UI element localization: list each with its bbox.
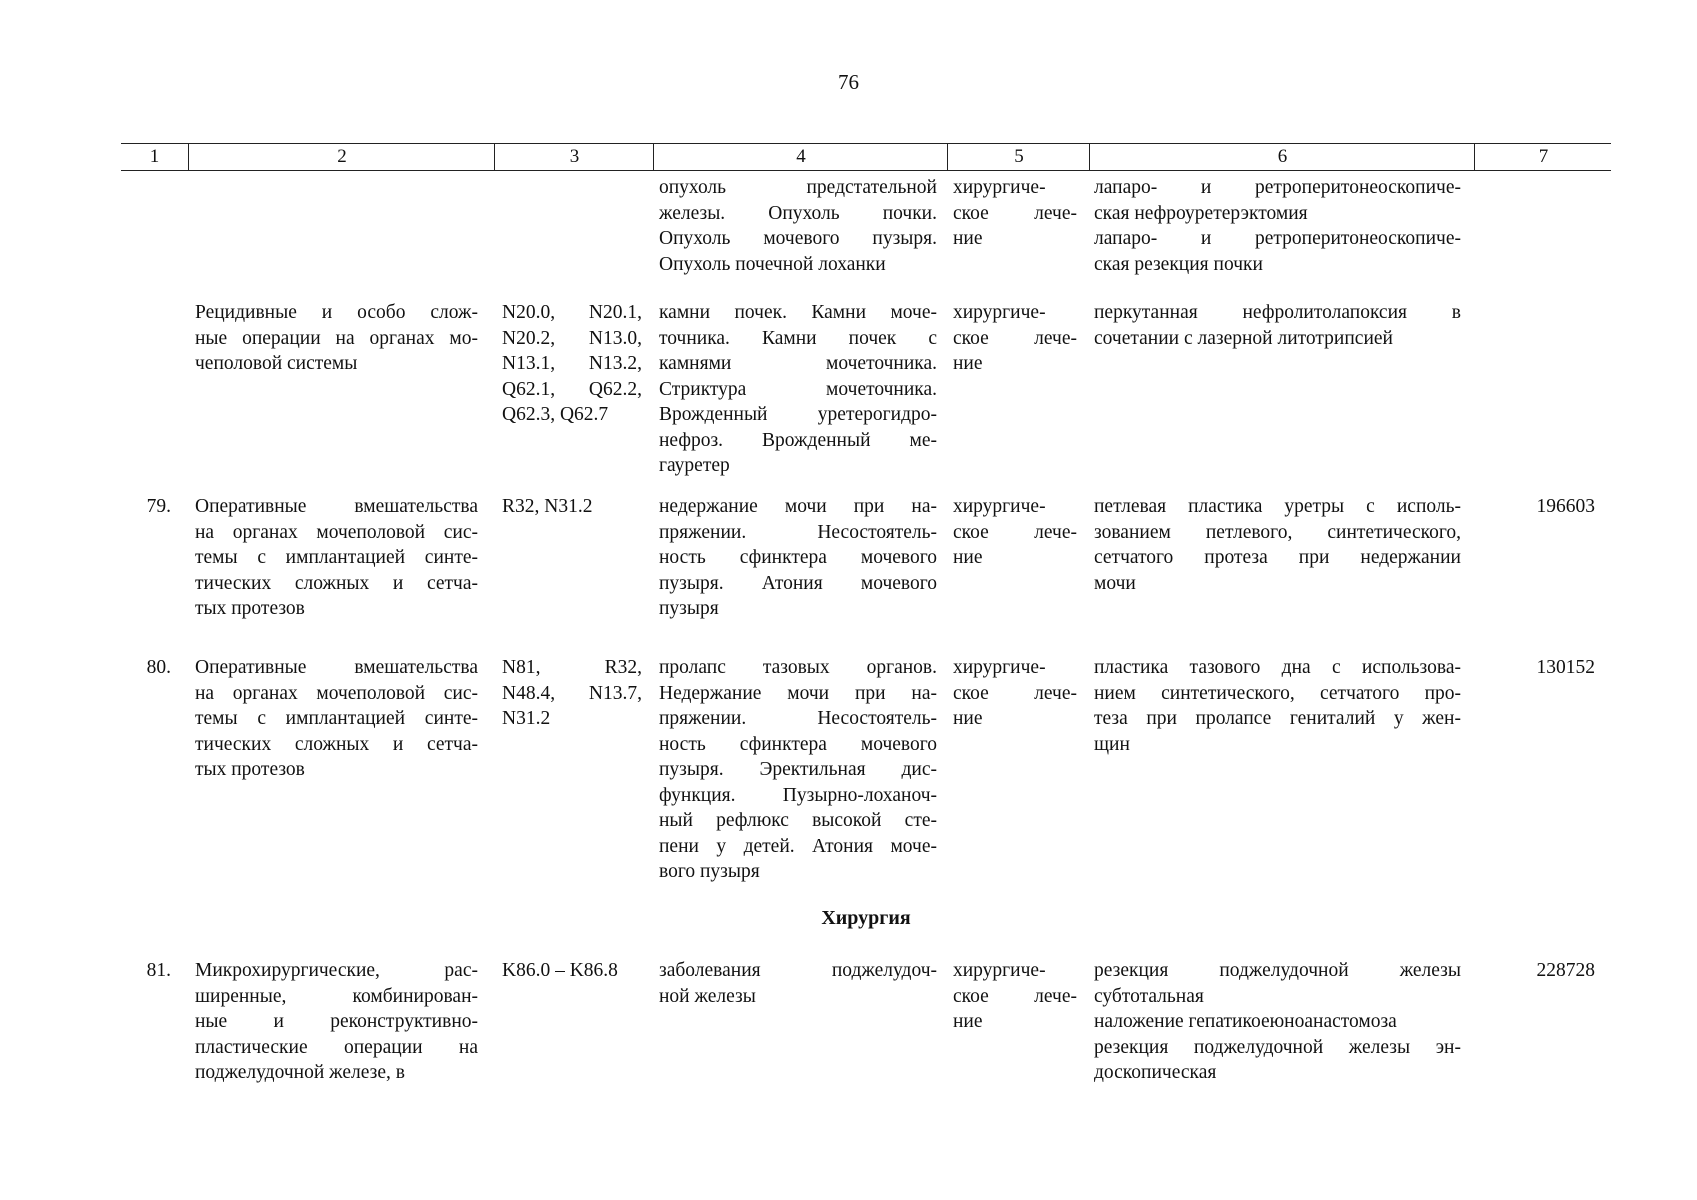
cell-line: заболевания поджелудоч- (659, 960, 937, 981)
table-header (121, 143, 1611, 171)
cell-line: пряжении. Несостоятель- (659, 708, 937, 729)
cell-treatment-method (1094, 300, 1461, 351)
cell-line: ние (953, 547, 983, 568)
cell-line: на органах мочеполовой сис- (195, 521, 478, 543)
cell-line: N31.2 (502, 708, 551, 729)
cell-line: хирургиче- (953, 657, 1046, 678)
cell-line: Оперативные вмешательства (195, 657, 478, 678)
cell-line: N20.2, N13.0, (502, 327, 642, 349)
cell-line: K86.0 – K86.8 (502, 960, 618, 981)
cell-icd-codes (502, 494, 642, 520)
cell-treatment-type (953, 958, 1077, 1035)
cell-line: хирургиче- (953, 177, 1046, 198)
cell-line: пролапс тазовых органов. (659, 657, 937, 678)
cell-line: N81, R32, (502, 657, 642, 678)
cell-number: 80. (146, 657, 171, 678)
cell-icd-codes (502, 958, 642, 984)
cell-cost: 196603 (1536, 496, 1595, 517)
cell-line: функция. Пузырно-лоханоч- (659, 784, 937, 806)
cell-number: 81. (146, 960, 171, 981)
cell-line: нием синтетического, сетчатого про- (1094, 682, 1461, 704)
data-table (121, 143, 1611, 1083)
cell-disease-model (659, 655, 937, 885)
header-col-2: 2 (188, 144, 495, 170)
cell-line: хирургиче- (953, 302, 1046, 323)
cell-line: ние (953, 708, 983, 729)
cell-line: Недержание мочи при на- (659, 682, 937, 704)
cell-line: Опухоль мочевого пузыря. (659, 228, 937, 249)
cell-line: ское лече- (953, 202, 1077, 224)
cell-line: поджелудочной железе, в (195, 1062, 405, 1083)
cell-treatment-method (1094, 175, 1461, 277)
cell-line: ние (953, 353, 983, 374)
cell-line: ское лече- (953, 985, 1077, 1007)
cell-line: пряжении. Несостоятель- (659, 521, 937, 543)
cell-procedure-group (195, 655, 478, 783)
cell-line: пузыря. Эректильная дис- (659, 759, 937, 780)
cell-line: Q62.3, Q62.7 (502, 404, 609, 425)
cell-line: сочетании с лазерной литотрипсией (1094, 327, 1393, 349)
cell-line: ское лече- (953, 521, 1077, 543)
cell-treatment-type (953, 300, 1077, 377)
cell-line: сетчатого протеза при недержании (1094, 547, 1461, 568)
section-title: Хирургия (821, 907, 911, 929)
cell-line: пластические операции на (195, 1036, 478, 1058)
cell-line: R32, N31.2 (502, 496, 593, 517)
cell-line: железы. Опухоль почки. (659, 202, 937, 224)
cell-line: пузыря (659, 598, 719, 619)
cell-line: пузыря. Атония мочевого (659, 572, 937, 594)
cell-line: резекция поджелудочной железы эн- (1094, 1036, 1461, 1058)
cell-treatment-type (953, 494, 1077, 571)
cell-line: тических сложных и сетча- (195, 572, 478, 594)
cell-line: темы с имплантацией синте- (195, 708, 478, 729)
cell-line: наложение гепатикоеюноанастомоза (1094, 1011, 1397, 1032)
cell-icd-codes (502, 655, 642, 732)
cell-line: ское лече- (953, 682, 1077, 704)
cell-line: доскопическая (1094, 1062, 1217, 1083)
cell-treatment-method (1094, 494, 1461, 596)
cell-line: петлевая пластика уретры с исполь- (1094, 496, 1461, 517)
cell-line: Оперативные вмешательства (195, 496, 478, 517)
cell-treatment-method (1094, 958, 1461, 1086)
cell-line: на органах мочеполовой сис- (195, 682, 478, 704)
cell-line: Микрохирургические, рас- (195, 960, 478, 981)
cell-cost: 130152 (1536, 657, 1595, 678)
cell-line: зованием петлевого, синтетического, (1094, 521, 1461, 543)
cell-procedure-group (195, 958, 478, 1086)
cell-line: пластика тазового дна с использова- (1094, 657, 1461, 678)
header-col-4: 4 (653, 144, 948, 170)
cell-line: Q62.1, Q62.2, (502, 378, 642, 400)
cell-line: ская резекция почки (1094, 253, 1263, 275)
cell-line: Стриктура мочеточника. (659, 378, 937, 400)
cell-line: щин (1094, 733, 1130, 755)
cell-line: Опухоль почечной лоханки (659, 253, 886, 275)
cell-line: тых протезов (195, 598, 305, 619)
cell-line: темы с имплантацией синте- (195, 547, 478, 568)
cell-procedure-group (195, 300, 478, 377)
cell-line: Рецидивные и особо слож- (195, 302, 478, 323)
header-col-1: 1 (149, 146, 160, 167)
cell-disease-model (659, 494, 937, 622)
cell-line: камнями мочеточника. (659, 353, 937, 374)
cell-line: резекция поджелудочной железы (1094, 960, 1461, 981)
cell-line: лапаро- и ретроперитонеоскопиче- (1094, 228, 1461, 249)
cell-line: ское лече- (953, 327, 1077, 349)
cell-disease-model (659, 175, 937, 277)
cell-line: хирургиче- (953, 960, 1046, 981)
cell-treatment-method (1094, 655, 1461, 757)
cell-line: ние (953, 228, 983, 249)
cell-line: ность сфинктера мочевого (659, 733, 937, 755)
cell-procedure-group (195, 494, 478, 622)
cell-line: нефроз. Врожденный ме- (659, 429, 937, 451)
cell-treatment-type (953, 175, 1077, 252)
cell-treatment-type (953, 655, 1077, 732)
cell-number: 79. (146, 496, 171, 517)
cell-line: камни почек. Камни моче- (659, 302, 937, 323)
cell-line: тых протезов (195, 759, 305, 780)
cell-line: опухоль предстательной (659, 177, 937, 198)
header-col-5: 5 (947, 144, 1090, 170)
cell-line: ные и реконструктивно- (195, 1011, 478, 1032)
header-col-7: 7 (1474, 144, 1612, 170)
cell-line: ной железы (659, 985, 756, 1007)
cell-line: ние (953, 1011, 983, 1032)
cell-line: Врожденный уретерогидро- (659, 404, 937, 425)
cell-line: хирургиче- (953, 496, 1046, 517)
cell-line: лапаро- и ретроперитонеоскопиче- (1094, 177, 1461, 198)
cell-line: N20.0, N20.1, (502, 302, 642, 323)
cell-line: N13.1, N13.2, (502, 353, 642, 374)
cell-line: гауретер (659, 455, 730, 476)
cell-line: вого пузыря (659, 861, 760, 882)
cell-icd-codes (502, 300, 642, 428)
cell-line: ные операции на органах мо- (195, 327, 478, 349)
cell-line: точника. Камни почек с (659, 327, 937, 349)
cell-line: перкутанная нефролитолапоксия в (1094, 302, 1461, 323)
cell-line: пени у детей. Атония моче- (659, 835, 937, 857)
cell-line: ный рефлюкс высокой сте- (659, 810, 937, 831)
cell-line: ширенные, комбинирован- (195, 985, 478, 1007)
cell-line: N48.4, N13.7, (502, 682, 642, 704)
cell-line: субтотальная (1094, 985, 1204, 1007)
cell-disease-model (659, 300, 937, 479)
cell-line: ность сфинктера мочевого (659, 547, 937, 568)
header-col-3: 3 (494, 144, 654, 170)
cell-line: недержание мочи при на- (659, 496, 937, 517)
page-number: 76 (838, 70, 859, 94)
cell-line: чеполовой системы (195, 353, 358, 374)
header-col-6: 6 (1089, 144, 1475, 170)
cell-disease-model (659, 958, 937, 1009)
cell-line: теза при пролапсе гениталий у жен- (1094, 708, 1461, 729)
cell-cost: 228728 (1536, 960, 1595, 981)
cell-line: мочи (1094, 572, 1136, 594)
cell-line: ская нефроуретерэктомия (1094, 202, 1308, 224)
cell-line: тических сложных и сетча- (195, 733, 478, 755)
